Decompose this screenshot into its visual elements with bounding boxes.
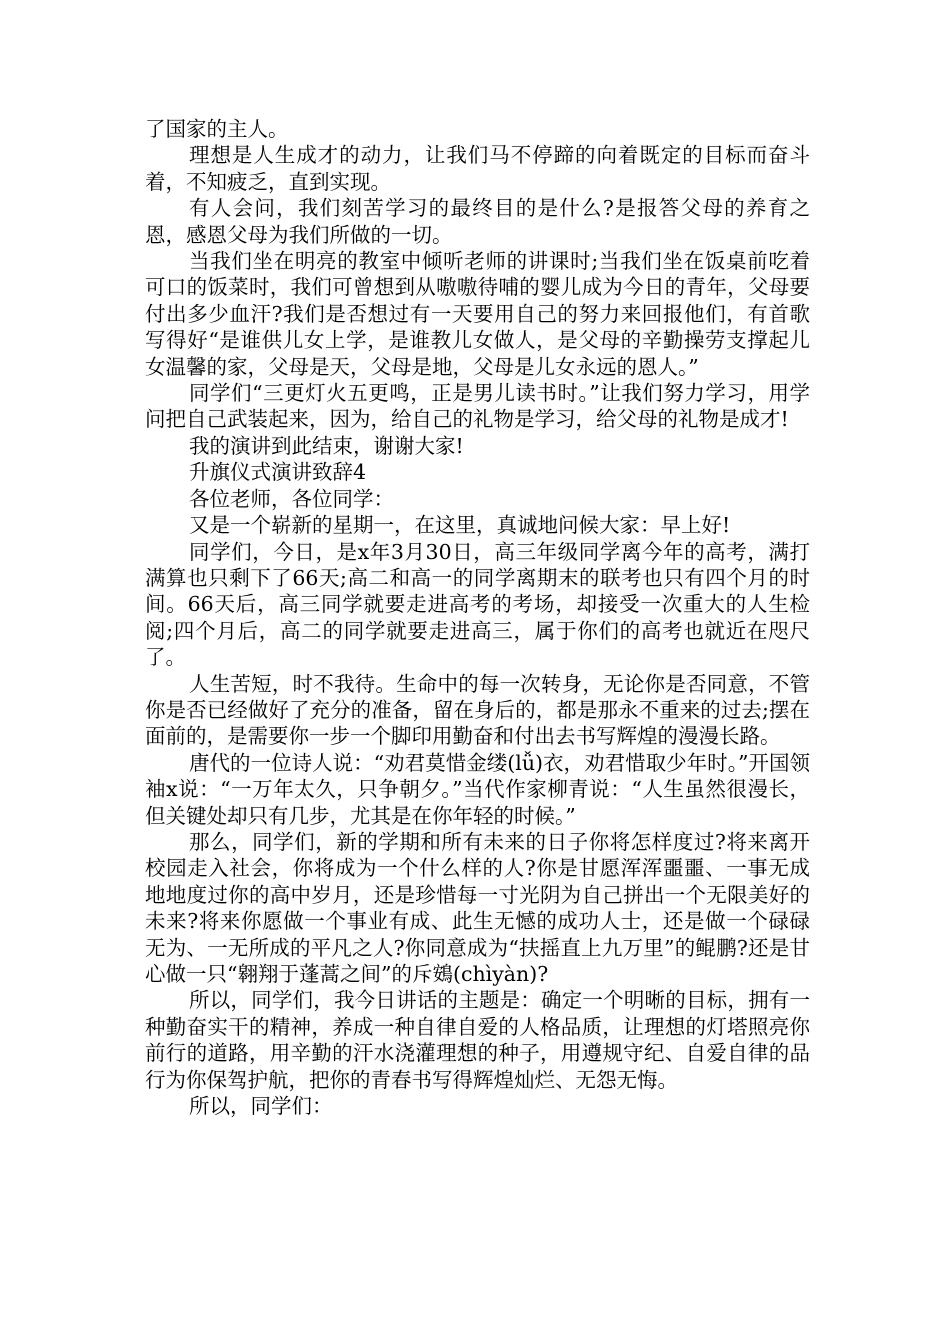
paragraph-10: 同学们，今日，是x年3月30日，高三年级同学离今年的高考，满打满算也只剩下了66天;高二和高一的同学离期末的联考也只有四个月的时间。66天后，高三同学就要走进高考的考场，却接受一次重大的人生检阅;四个月后，高二的同学就要走进高三，属于你们的高考也就近在咫尺了。 bbox=[145, 539, 810, 670]
paragraph-11: 人生苦短，时不我待。生命中的每一次转身，无论你是否同意，不管你是否已经做好了充分的准备，留在身后的，都是那永不重来的过去;摆在面前的，是需要你一步一个脚印用勤奋和付出去书写辉煌的漫漫长路。 bbox=[145, 671, 810, 749]
paragraph-12: 唐代的一位诗人说：“劝君莫惜金缕(lǚ)衣，劝君惜取少年时。”开国领袖x说：“一万年太久，只争朝夕。”当代作家柳青说：“人生虽然很漫长，但关键处却只有几步，尤其是在你年轻的时候。” bbox=[145, 750, 810, 828]
paragraph-5: 同学们“三更灯火五更鸣，正是男儿读书时。”让我们努力学习，用学问把自己武装起来，因为，给自己的礼物是学习，给父母的礼物是成才! bbox=[145, 381, 810, 432]
paragraph-13: 那么，同学们，新的学期和所有未来的日子你将怎样度过?将来离开校园走入社会，你将成为一个什么样的人?你是甘愿浑浑噩噩、一事无成地地度过你的高中岁月，还是珍惜每一寸光阴为自己拼出一个无限美好的未来?将来你愿做一个事业有成、此生无憾的成功人士，还是做一个碌碌无为、一无所成的平凡之人?你同意成为“扶摇直上九万里”的鲲鹏?还是甘心做一只“翱翔于蓬蒿之间”的斥鴳(chìyàn)? bbox=[145, 829, 810, 986]
section-heading: 升旗仪式演讲致辞4 bbox=[189, 460, 367, 485]
paragraph-1: 了国家的主人。 bbox=[145, 117, 289, 141]
salutation: 各位老师，各位同学： bbox=[189, 486, 394, 511]
document-body bbox=[145, 116, 810, 1119]
paragraph-2: 理想是人生成才的动力，让我们马不停蹄的向着既定的目标而奋斗着，不知疲乏，直到实现。 bbox=[145, 143, 810, 194]
paragraph-3: 有人会问，我们刻苦学习的最终目的是什么?是报答父母的养育之恩，感恩父母为我们所做的一切。 bbox=[145, 196, 810, 247]
paragraph-15: 所以，同学们： bbox=[189, 1094, 333, 1119]
paragraph-9: 又是一个崭新的星期一，在这里，真诚地问候大家：早上好! bbox=[189, 513, 731, 538]
paragraph-6: 我的演讲到此结束，谢谢大家! bbox=[189, 433, 464, 458]
paragraph-14: 所以，同学们，我今日讲话的主题是：确定一个明晰的目标，拥有一种勤奋实干的精神，养成一种自律自爱的人格品质，让理想的灯塔照亮你前行的道路，用辛勤的汗水浇灌理想的种子，用遵规守纪、自爱自律的品行为你保驾护航，把你的青春书写得辉煌灿烂、无怨无悔。 bbox=[145, 988, 810, 1092]
paragraph-4: 当我们坐在明亮的教室中倾听老师的讲课时;当我们坐在饭桌前吃着可口的饭菜时，我们可曾想到从嗷嗷待哺的婴儿成为今日的青年，父母要付出多少血汗?我们是否想过有一天要用自己的努力来回报他们，有首歌写得好“是谁供儿女上学，是谁教儿女做人，是父母的辛勤操劳支撑起儿女温馨的家，父母是天，父母是地，父母是儿女永远的恩人。” bbox=[145, 249, 810, 379]
